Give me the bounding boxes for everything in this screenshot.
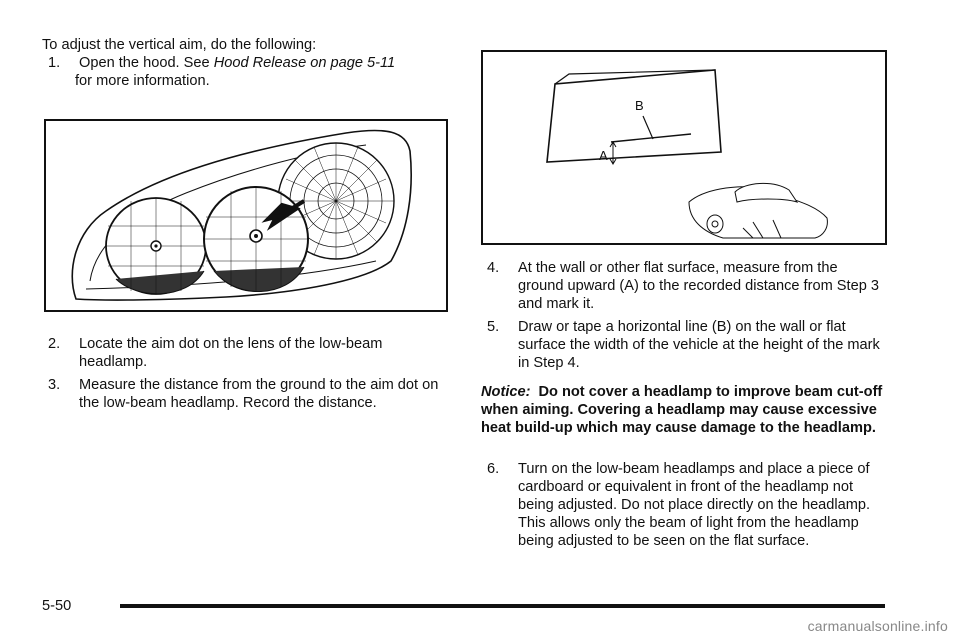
notice-paragraph [481,383,887,437]
step-number: 3. [48,377,61,393]
step-text: Draw or tape a horizontal line (B) on the wall or flat surface the width of the vehicle at the height of the mark in Step 4. [518,319,880,371]
footer-rule [120,604,885,608]
page-number: 5-50 [42,598,72,614]
step-number: 1. [48,55,61,71]
wall-figure [481,50,887,245]
step-text: Turn on the low-beam headlamps and place a piece of cardboard or equivalent in front of the headlamp not being adjusted. Do not place directly on the headlamp. This allows only the beam of light from the headlamp being adjusted to be seen on the flat surface. [518,461,871,549]
step-1 [48,54,448,90]
watermark: carmanualsonline.info [807,618,948,634]
step-2 [48,335,448,371]
hood-release-link[interactable]: Hood Release on page 5-11 [213,55,396,71]
headlamp-figure [44,119,448,312]
notice-label: Notice: [481,384,531,400]
step-number: 6. [487,461,500,477]
step-4 [487,259,887,313]
headlamp-illustration [46,121,446,310]
label-b: B [635,98,644,113]
step-text: Locate the aim dot on the lens of the low-beam headlamp. [79,336,383,370]
step-text: Measure the distance from the ground to the aim dot on the low-beam headlamp. Record the distance. [79,377,439,411]
step-text: Open the hood. See Hood Release on page 5-11 for more information. [75,55,396,89]
step-text: At the wall or other flat surface, measure from the ground upward (A) to the recorded distance from Step 3 and mark it. [518,260,879,312]
intro-text: To adjust the vertical aim, do the following: [42,37,317,53]
step-number: 5. [487,319,500,335]
label-a: A [599,148,608,163]
wall-aim-illustration [483,52,885,243]
step-6 [487,460,887,550]
step-number: 4. [487,260,500,276]
step-5 [487,318,887,372]
notice-text: Do not cover a headlamp to improve beam cut-off when aiming. Covering a headlamp may cause excessive heat build-up which may cause damage to the headlamp. [481,384,883,436]
step-number: 2. [48,336,61,352]
step-3 [48,376,448,412]
